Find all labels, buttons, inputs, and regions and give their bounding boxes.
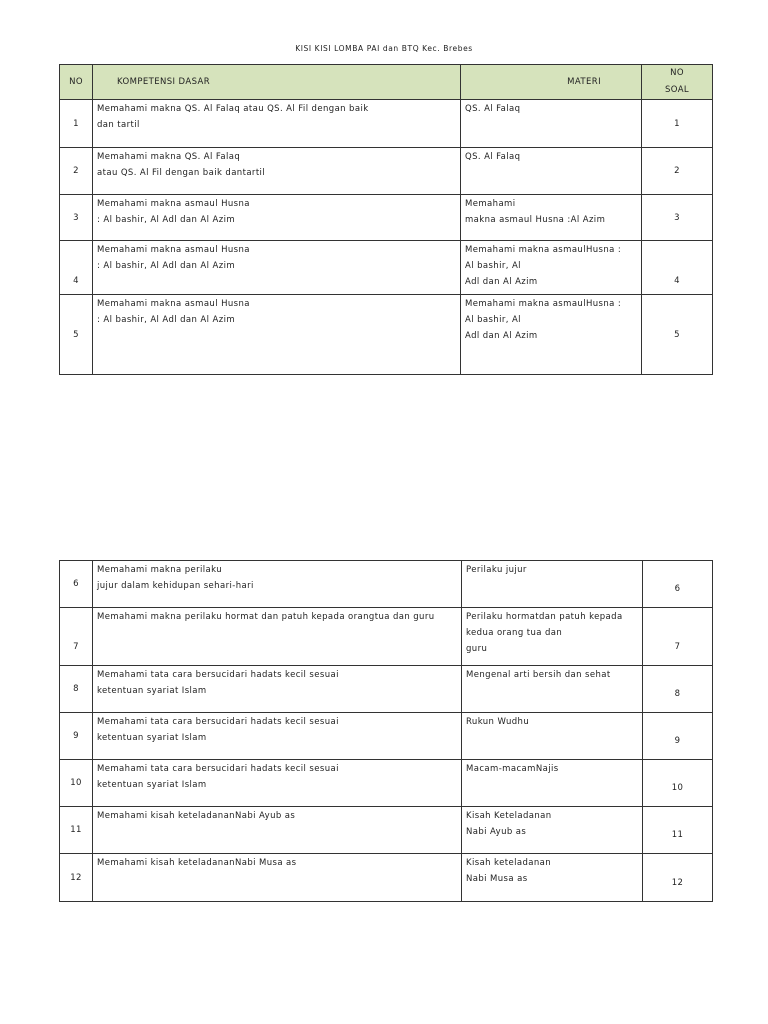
row-number-cell: 3: [60, 195, 93, 241]
row-number-cell: 5: [60, 295, 93, 375]
materi-cell: QS. Al Falaq: [461, 148, 642, 195]
row-number-cell: 10: [60, 760, 93, 807]
materi-cell: Rukun Wudhu: [462, 713, 643, 760]
materi-cell: Memahami makna asmaulHusna : Al bashir, Al Adl dan Al Azim: [461, 241, 642, 295]
table-row: [60, 148, 713, 195]
header-kompetensi-dasar: KOMPETENSI DASAR: [93, 65, 461, 100]
row-number-cell: 8: [60, 666, 93, 713]
materi-cell: Mengenal arti bersih dan sehat: [462, 666, 643, 713]
row-number-cell: 1: [60, 100, 93, 148]
document-title: KISI KISI LOMBA PAI dan BTQ Kec. Brebes: [295, 44, 473, 53]
kompetensi-dasar-cell: Memahami tata cara bersucidari hadats kecil sesuai ketentuan syariat Islam: [93, 666, 462, 713]
no-soal-cell: 7: [643, 608, 713, 666]
materi-cell: Macam-macamNajis: [462, 760, 643, 807]
header-materi: MATERI: [461, 65, 642, 100]
kompetensi-dasar-cell: Memahami makna QS. Al Falaq atau QS. Al Fil dengan baik dan tartil: [93, 100, 461, 148]
no-soal-cell: 6: [643, 561, 713, 608]
materi-cell: Perilaku jujur: [462, 561, 643, 608]
table-row: [60, 760, 713, 807]
row-number-cell: 4: [60, 241, 93, 295]
kompetensi-dasar-cell: Memahami makna asmaul Husna : Al bashir, Al Adl dan Al Azim: [93, 195, 461, 241]
row-number-cell: 12: [60, 854, 93, 902]
kompetensi-dasar-cell: Memahami makna perilaku jujur dalam kehidupan sehari-hari: [93, 561, 462, 608]
materi-cell: Kisah keteladanan Nabi Musa as: [462, 854, 643, 902]
table-row: [60, 561, 713, 608]
materi-cell: Kisah Keteladanan Nabi Ayub as: [462, 807, 643, 854]
table-row: [60, 713, 713, 760]
materi-cell: QS. Al Falaq: [461, 100, 642, 148]
no-soal-cell: 8: [643, 666, 713, 713]
kompetensi-dasar-cell: Memahami kisah keteladananNabi Musa as: [93, 854, 462, 902]
kompetensi-dasar-cell: Memahami makna perilaku hormat dan patuh kepada orangtua dan guru: [93, 608, 462, 666]
no-soal-cell: 2: [642, 148, 713, 195]
table-row: [60, 666, 713, 713]
row-number-cell: 6: [60, 561, 93, 608]
kompetensi-dasar-cell: Memahami makna asmaul Husna : Al bashir, Al Adl dan Al Azim: [93, 295, 461, 375]
row-number-cell: 7: [60, 608, 93, 666]
kisi-table-2: [59, 560, 713, 902]
no-soal-cell: 12: [643, 854, 713, 902]
table-row: [60, 608, 713, 666]
no-soal-cell: 1: [642, 100, 713, 148]
kompetensi-dasar-cell: Memahami kisah keteladananNabi Ayub as: [93, 807, 462, 854]
table-row: [60, 854, 713, 902]
materi-cell: Perilaku hormatdan patuh kepada kedua orang tua dan guru: [462, 608, 643, 666]
header-no: NO: [60, 65, 93, 100]
no-soal-cell: 4: [642, 241, 713, 295]
materi-cell: Memahami makna asmaul Husna :Al Azim: [461, 195, 642, 241]
kompetensi-dasar-cell: Memahami tata cara bersucidari hadats kecil sesuai ketentuan syariat Islam: [93, 713, 462, 760]
row-number-cell: 2: [60, 148, 93, 195]
table-header-row: [60, 65, 713, 100]
no-soal-cell: 5: [642, 295, 713, 375]
no-soal-cell: 11: [643, 807, 713, 854]
table-row: [60, 241, 713, 295]
row-number-cell: 11: [60, 807, 93, 854]
no-soal-cell: 9: [643, 713, 713, 760]
kompetensi-dasar-cell: Memahami tata cara bersucidari hadats kecil sesuai ketentuan syariat Islam: [93, 760, 462, 807]
kompetensi-dasar-cell: Memahami makna asmaul Husna : Al bashir, Al Adl dan Al Azim: [93, 241, 461, 295]
table-row: [60, 807, 713, 854]
kisi-table-1: [59, 64, 713, 375]
kompetensi-dasar-cell: Memahami makna QS. Al Falaq atau QS. Al Fil dengan baik dantartil: [93, 148, 461, 195]
no-soal-cell: 10: [643, 760, 713, 807]
table-row: [60, 100, 713, 148]
no-soal-cell: 3: [642, 195, 713, 241]
materi-cell: Memahami makna asmaulHusna : Al bashir, Al Adl dan Al Azim: [461, 295, 642, 375]
row-number-cell: 9: [60, 713, 93, 760]
table-row: [60, 195, 713, 241]
table-row: [60, 295, 713, 375]
header-no-soal: NO SOAL: [642, 65, 713, 100]
